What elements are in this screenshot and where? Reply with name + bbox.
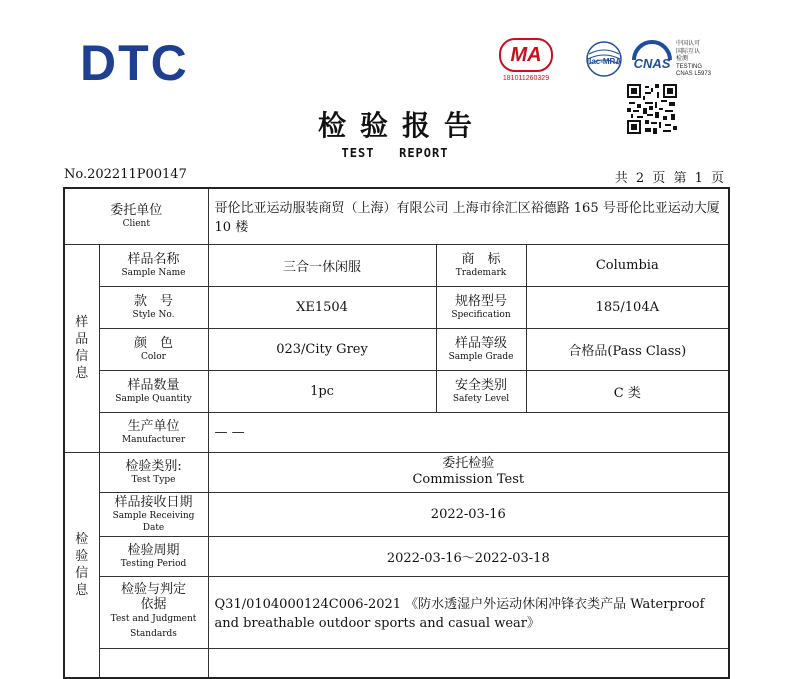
test-type-row [64,452,729,492]
sample-name-label: 样品名称 Sample Name [99,244,208,286]
standards-label: 检验与判定 依据 Test and Judgment Standards [99,576,208,648]
specification-value: 185/104A [526,286,729,328]
sample-row [64,244,729,286]
report-number: No.202211P00147 [64,167,187,182]
cma-number: 181011260329 [502,75,550,82]
receiving-date-value: 2022-03-16 [208,492,729,536]
dtc-logo: DTC [80,35,189,91]
cma-logo [498,38,554,82]
page-indicator: 共 2 页 第 1 页 [614,171,724,186]
report-table [63,187,730,679]
cnas-line: 中国认可 [676,41,701,47]
cnas-line: 国际互认 [676,48,701,55]
testing-period-value: 2022-03-16～2022-03-18 [208,536,729,576]
manufacturer-value: — — [208,412,729,452]
cnas-logo [628,40,676,78]
style-no-value: XE1504 [208,286,436,328]
sample-grade-label: 样品等级 Sample Grade [436,328,526,370]
testing-period-row [64,536,729,576]
receiving-date-row [64,492,729,536]
manufacturer-label: 生产单位 Manufacturer [99,412,208,452]
blank-row [64,648,729,678]
ilac-text: ilac-MRA [586,57,622,66]
receiving-date-label: 样品接收日期 Sample Receiving Date [99,492,208,536]
cnas-caption [676,41,711,79]
report-title-en: TEST REPORT [341,146,449,160]
client-value: 哥伦比亚运动服装商贸（上海）有限公司 上海市徐汇区裕德路 165 号哥伦比亚运动大厦 10 楼 [208,188,729,244]
blank-cell [208,648,729,678]
color-value: 023/City Grey [208,328,436,370]
specification-label: 规格型号 Specification [436,286,526,328]
standards-value: Q31/0104000124C006-2021 《防水透湿户外运动休闲冲锋衣类产品 Waterproof and breathable outdoor sports and casual wear》 [208,576,729,648]
test-type-label: 检验类别: Test Type [99,452,208,492]
trademark-label: 商 标 Trademark [436,244,526,286]
sample-row [64,286,729,328]
sample-info-side-label: 样品信息 [64,244,99,452]
safety-level-label: 安全类别 Safety Level [436,370,526,412]
testing-period-label: 检验周期 Testing Period [99,536,208,576]
blank-cell [99,648,208,678]
standards-row [64,576,729,648]
sample-quantity-value: 1pc [208,370,436,412]
sample-name-value: 三合一休闲服 [208,244,436,286]
style-no-label: 款 号 Style No. [99,286,208,328]
test-type-value: 委托检验 Commission Test [208,452,729,492]
sample-row [64,328,729,370]
sample-grade-value: 合格品(Pass Class) [526,328,729,370]
cma-mark: MA [499,38,553,72]
cnas-mark: CNAS [633,56,671,71]
client-label [64,188,208,244]
report-title-cn: 检验报告 [317,109,486,142]
client-row [64,188,729,244]
test-info-side-label: 检验信息 [64,452,99,678]
sample-row [64,370,729,412]
safety-level-value: C 类 [526,370,729,412]
manufacturer-row [64,412,729,452]
sample-quantity-label: 样品数量 Sample Quantity [99,370,208,412]
cnas-line: TESTING [676,63,703,70]
ilac-mra-logo [585,40,623,78]
client-label-en: Client [122,218,150,229]
cnas-line: CNAS L5973 [676,71,712,77]
color-label: 颜 色 Color [99,328,208,370]
trademark-value: Columbia [526,244,729,286]
client-label-cn: 委托单位 [110,202,163,218]
cnas-line: 检测 [676,56,689,62]
